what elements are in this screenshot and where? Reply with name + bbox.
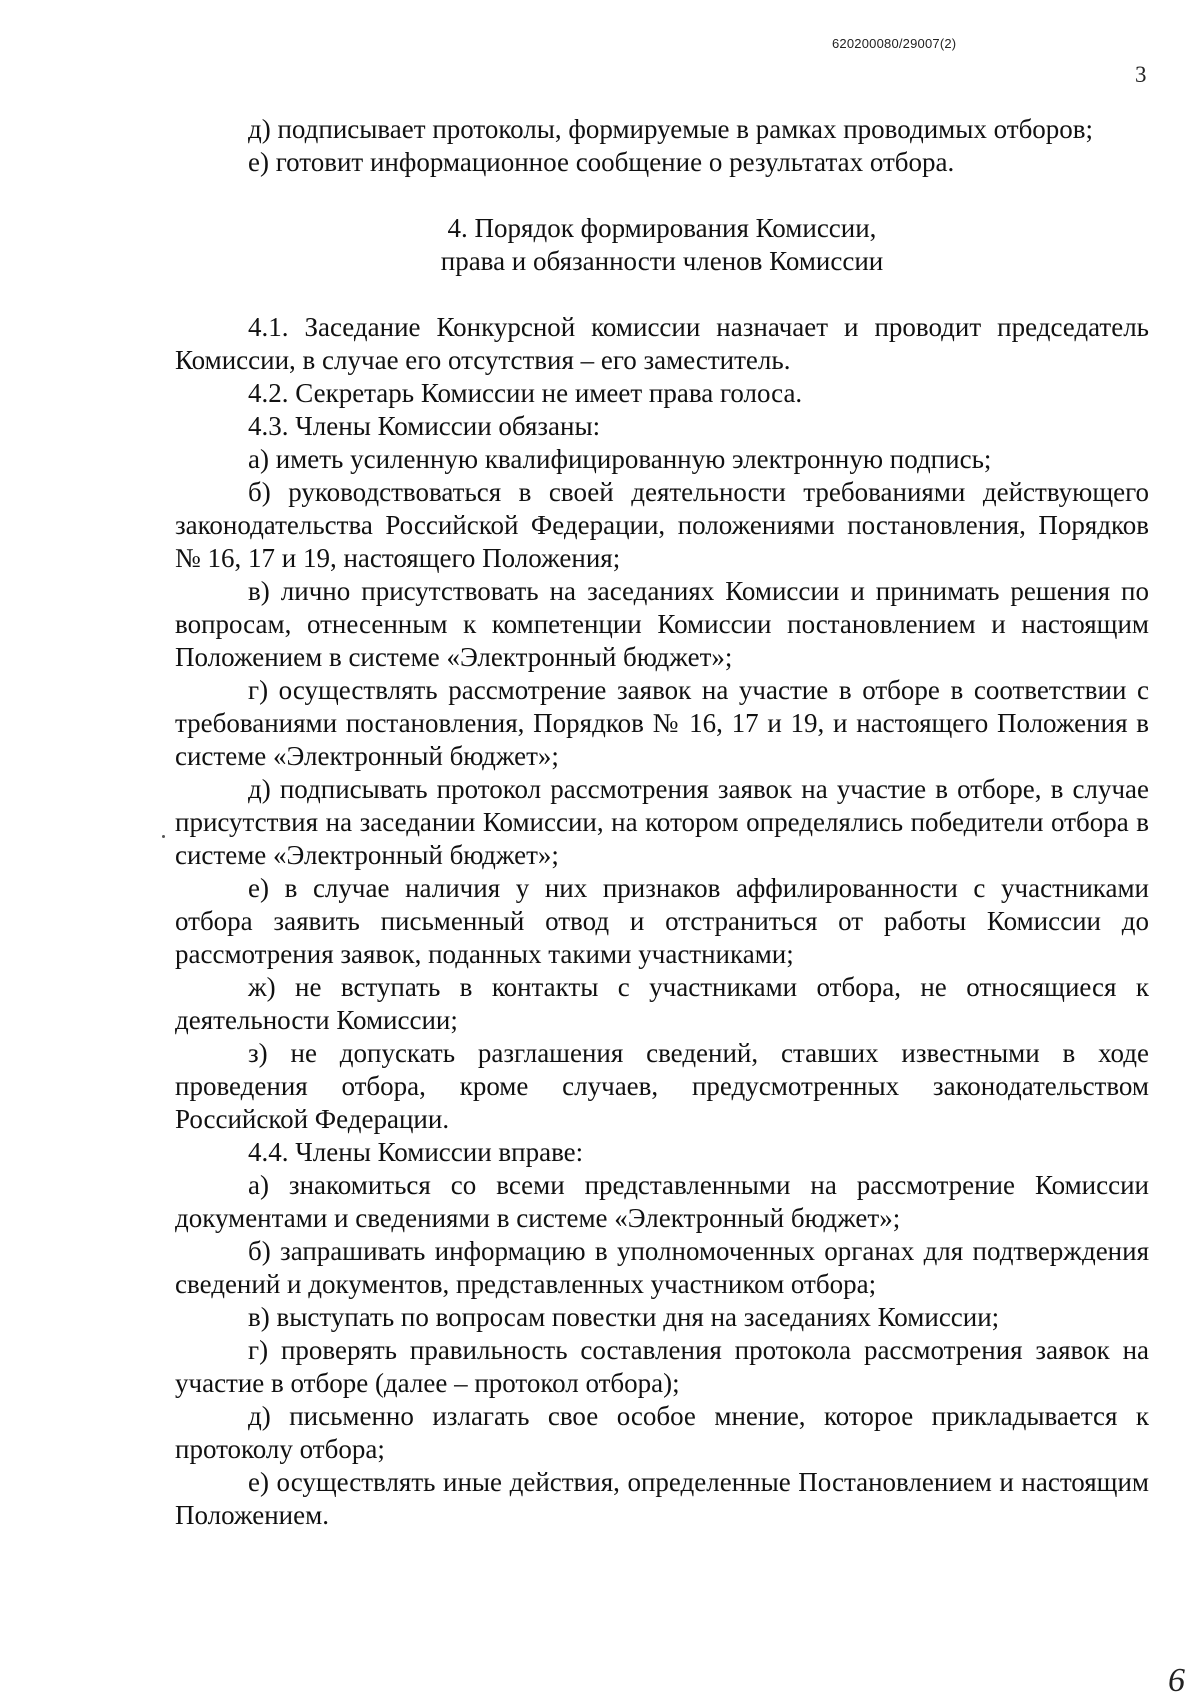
section-heading-line: права и обязанности членов Комиссии <box>440 246 884 276</box>
paragraph: 4.3. Члены Комиссии обязаны: <box>248 411 601 441</box>
paragraph: е) готовит информационное сообщение о результатах отбора. <box>248 147 955 177</box>
list-item: ж) не вступать в контакты с участниками отбора, не относящиеся к деятельности Комиссии; <box>175 972 1149 1035</box>
paragraph: 4.4. Члены Комиссии вправе: <box>248 1137 584 1167</box>
list-item: е) осуществлять иные действия, определенные Постановлением и настоящим Положением. <box>175 1467 1149 1530</box>
list-item: г) проверять правильность составления протокола рассмотрения заявок на участие в отборе (далее – протокол отбора); <box>175 1335 1149 1398</box>
scan-artifact-dot <box>162 835 165 838</box>
handwritten-corner-mark: 6 <box>1168 1662 1185 1697</box>
list-item: а) иметь усиленную квалифицированную электронную подпись; <box>248 444 992 474</box>
document-body <box>175 113 1149 1532</box>
document-id: 620200080/29007(2) <box>832 36 957 51</box>
list-item: б) запрашивать информацию в уполномоченных органах для подтверждения сведений и документов, представленных участником отбора; <box>175 1236 1149 1299</box>
list-item: д) письменно излагать свое особое мнение, которое прикладывается к протоколу отбора; <box>175 1401 1149 1464</box>
section-heading <box>175 212 1149 278</box>
paragraph: д) подписывает протоколы, формируемые в рамках проводимых отборов; <box>248 114 1094 144</box>
list-item: г) осуществлять рассмотрение заявок на участие в отборе в соответствии с требованиями постановления, Порядков № 16, 17 и 19, и настоящего Положения в системе «Электронный бюджет»; <box>175 675 1149 771</box>
list-item: в) лично присутствовать на заседаниях Комиссии и принимать решения по вопросам, отнесенным к компетенции Комиссии постановлением и настоящим Положением в системе «Электронный бюджет»; <box>175 576 1149 672</box>
list-item: а) знакомиться со всеми представленными на рассмотрение Комиссии документами и сведениями в системе «Электронный бюджет»; <box>175 1170 1149 1233</box>
list-item: е) в случае наличия у них признаков аффилированности с участниками отбора заявить письменный отвод и отстраниться от работы Комиссии до рассмотрения заявок, поданных такими участниками; <box>175 873 1149 969</box>
page-number: 3 <box>1135 62 1147 87</box>
list-item: з) не допускать разглашения сведений, ставших известными в ходе проведения отбора, кроме случаев, предусмотренных законодательством Российской Федерации. <box>175 1038 1149 1134</box>
section-heading-line: 4. Порядок формирования Комиссии, <box>447 213 877 243</box>
paragraph: 4.1. Заседание Конкурсной комиссии назначает и проводит председатель Комиссии, в случае его отсутствия – его заместитель. <box>175 312 1149 375</box>
list-item: д) подписывать протокол рассмотрения заявок на участие в отборе, в случае присутствия на заседании Комиссии, на котором определялись победители отбора в системе «Электронный бюджет»; <box>175 774 1149 870</box>
paragraph: 4.2. Секретарь Комиссии не имеет права голоса. <box>248 378 803 408</box>
list-item: б) руководствоваться в своей деятельности требованиями действующего законодательства Российской Федерации, положениями постановления, Порядков № 16, 17 и 19, настоящего Положения; <box>175 477 1149 573</box>
list-item: в) выступать по вопросам повестки дня на заседаниях Комиссии; <box>248 1302 1000 1332</box>
